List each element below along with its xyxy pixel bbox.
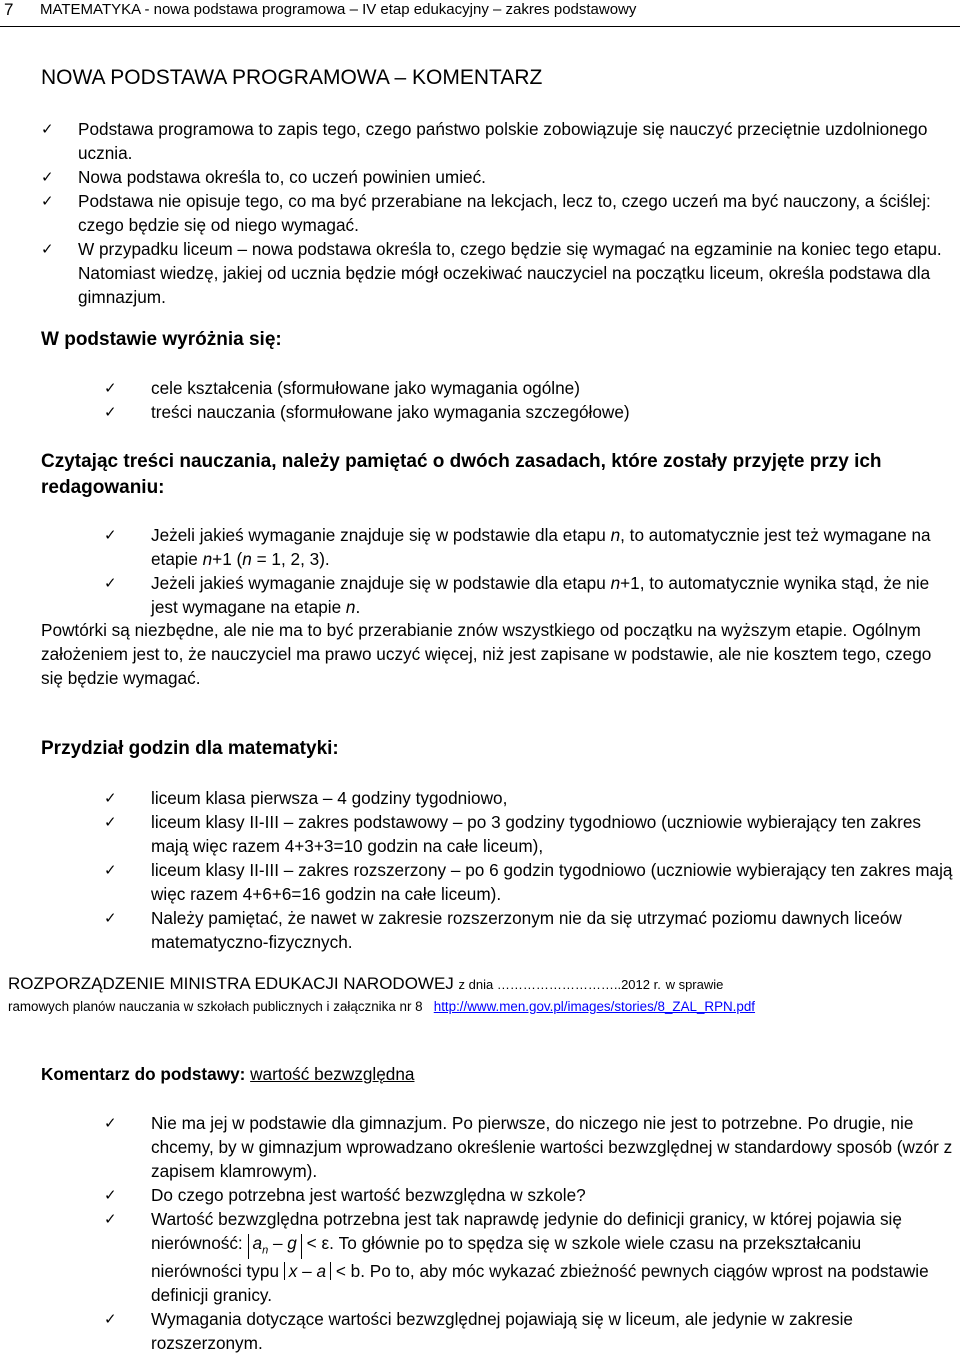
list-item: ✓ Nowa podstawa określa to, co uczeń powinien umieć. [41, 167, 486, 187]
section-heading: Komentarz do podstawy: wartość bezwzględna [41, 1064, 415, 1084]
regulation-text: ramowych planów nauczania w szkołach publicznych i załącznika nr 8 [8, 999, 423, 1014]
checkmark-icon: ✓ [41, 192, 54, 210]
regulation-line [8, 973, 953, 996]
regulation-suffix: w sprawie [665, 977, 724, 992]
checkmark-icon: ✓ [104, 789, 117, 807]
checkmark-icon: ✓ [104, 1210, 117, 1228]
comment-list [104, 1111, 954, 1355]
list-item: ✓ Nie ma jej w podstawie dla gimnazjum. Po pierwsze, do niczego nie jest to potrzebne. Po drugie, nie chcemy, by w gimnazjum wprowadzano określenie wartości bezwzględnej w standardowy sposób (wzór z zapisem klamrowym). [104, 1113, 953, 1181]
checkmark-icon: ✓ [41, 240, 54, 258]
checkmark-icon: ✓ [41, 120, 54, 138]
list-item: ✓ treści nauczania (sformułowane jako wymagania szczegółowe) [104, 402, 630, 422]
list-item: ✓ Wartość bezwzględna potrzebna jest tak naprawdę jedynie do definicji granicy, w której pojawia się nierówność: $a_n - g < \varepsilon$. To głównie po to spędza się w szkole wiele czasu na przekształcaniu nierówności typu x – a < b. Po to, aby móc wykazać zbieżność pewnych ciągów wprost na podstawie definicji granicy. [104, 1209, 929, 1306]
checkmark-icon: ✓ [104, 909, 117, 927]
checkmark-icon: ✓ [104, 1310, 117, 1329]
regulation-name: ROZPORZĄDZENIE MINISTRA EDUKACJI NARODOWEJ [8, 974, 454, 993]
list-item: ✓ Do czego potrzebna jest wartość bezwzględna w szkole? [104, 1185, 586, 1205]
checkmark-icon: ✓ [104, 403, 117, 421]
regulation-link[interactable]: http://www.men.gov.pl/images/stories/8_ZAL_RPN.pdf [433, 999, 756, 1014]
checkmark-icon: ✓ [104, 1186, 117, 1204]
checkmark-icon: ✓ [104, 813, 117, 831]
checkmark-icon: ✓ [104, 1114, 117, 1132]
list-item: ✓ W przypadku liceum – nowa podstawa określa to, czego będzie się wymagać na egzaminie na koniec tego etapu. Natomiast wiedzę, jakiej od ucznia będzie mógł oczekiwać nauczyciel na początku liceum, określa podstawa dla gimnazjum. [41, 239, 942, 307]
list-item: ✓ liceum klasy II-III – zakres podstawowy – po 3 godziny tygodniowo (uczniowie wybierający ten zakres mają więc razem 4+3+3=10 godzin na całe liceum), [104, 812, 921, 856]
document-title: NOWA PODSTAWA PROGRAMOWA – KOMENTARZ [41, 66, 543, 89]
hours-list [104, 786, 954, 954]
list-item: ✓ Jeżeli jakieś wymaganie znajduje się w podstawie dla etapu n+1, to automatycznie wynika stąd, że nie jest wymagane na etapie n. [104, 573, 930, 617]
regulation-date: z dnia ………………………..2012 r. [458, 977, 661, 992]
list-item: ✓ liceum klasa pierwsza – 4 godziny tygodniowo, [104, 788, 508, 808]
checkmark-icon: ✓ [41, 168, 54, 186]
intro-list [41, 117, 960, 309]
checkmark-icon: ✓ [104, 526, 117, 544]
distinction-list [104, 376, 954, 424]
page-number: 7 [4, 0, 14, 19]
list-item: ✓ Jeżeli jakieś wymaganie znajduje się w podstawie dla etapu n, to automatycznie jest też wymagane na etapie n+1 (n = 1, 2, 3). [104, 525, 931, 569]
section-heading: W podstawie wyróżnia się: [41, 329, 282, 350]
absolute-value-expression: $a_n$ – g [248, 1234, 302, 1259]
list-item: ✓ Należy pamiętać, że nawet w zakresie rozszerzonym nie da się utrzymać poziomu dawnych liceów matematyczno-fizycznych. [104, 908, 902, 952]
section-heading: Czytając treści nauczania, należy pamiętać o dwóch zasadach, które zostały przyjęte przy ich redagowaniu: [41, 451, 882, 498]
list-item: ✓ liceum klasy II-III – zakres rozszerzony – po 6 godzin tygodniowo (uczniowie wybierający ten zakres mają więc razem 4+6+6=16 godzin na całe liceum). [104, 860, 953, 904]
list-item: ✓ Podstawa nie opisuje tego, co ma być przerabiane na lekcjach, lecz to, czego uczeń ma być nauczony, a ściślej: czego będzie się od niego wymagać. [41, 191, 931, 235]
section-topic: wartość bezwzględna [250, 1064, 415, 1084]
checkmark-icon: ✓ [104, 861, 117, 879]
list-item: ✓ Wymagania dotyczące wartości bezwzględnej pojawiają się w liceum, ale jedynie w zakresie rozszerzonym. [104, 1309, 853, 1354]
checkmark-icon: ✓ [104, 574, 117, 592]
absolute-value-expression: x – a [284, 1262, 331, 1280]
rules-list [104, 523, 954, 619]
section-heading: Przydział godzin dla matematyki: [41, 738, 339, 759]
checkmark-icon: ✓ [104, 379, 117, 397]
page-header [0, 0, 960, 27]
paragraph: Powtórki są niezbędne, ale nie ma to być przerabianie znów wszystkiego od początku na wyższym etapie. Ogólnym założeniem jest to, że nauczyciel ma prawo uczyć więcej, niż jest zapisane w podstawie, ale nie kosztem tego, czego się będzie wymagać. [41, 620, 932, 688]
regulation-line-2 [8, 997, 953, 1017]
list-item: ✓ Podstawa programowa to zapis tego, czego państwo polskie zobowiązuje się nauczyć przeciętnie uzdolnionego ucznia. [41, 119, 928, 163]
header-title: MATEMATYKA - nowa podstawa programowa – IV etap edukacyjny – zakres podstawowy [40, 1, 637, 18]
list-item: ✓ cele kształcenia (sformułowane jako wymagania ogólne) [104, 378, 580, 398]
